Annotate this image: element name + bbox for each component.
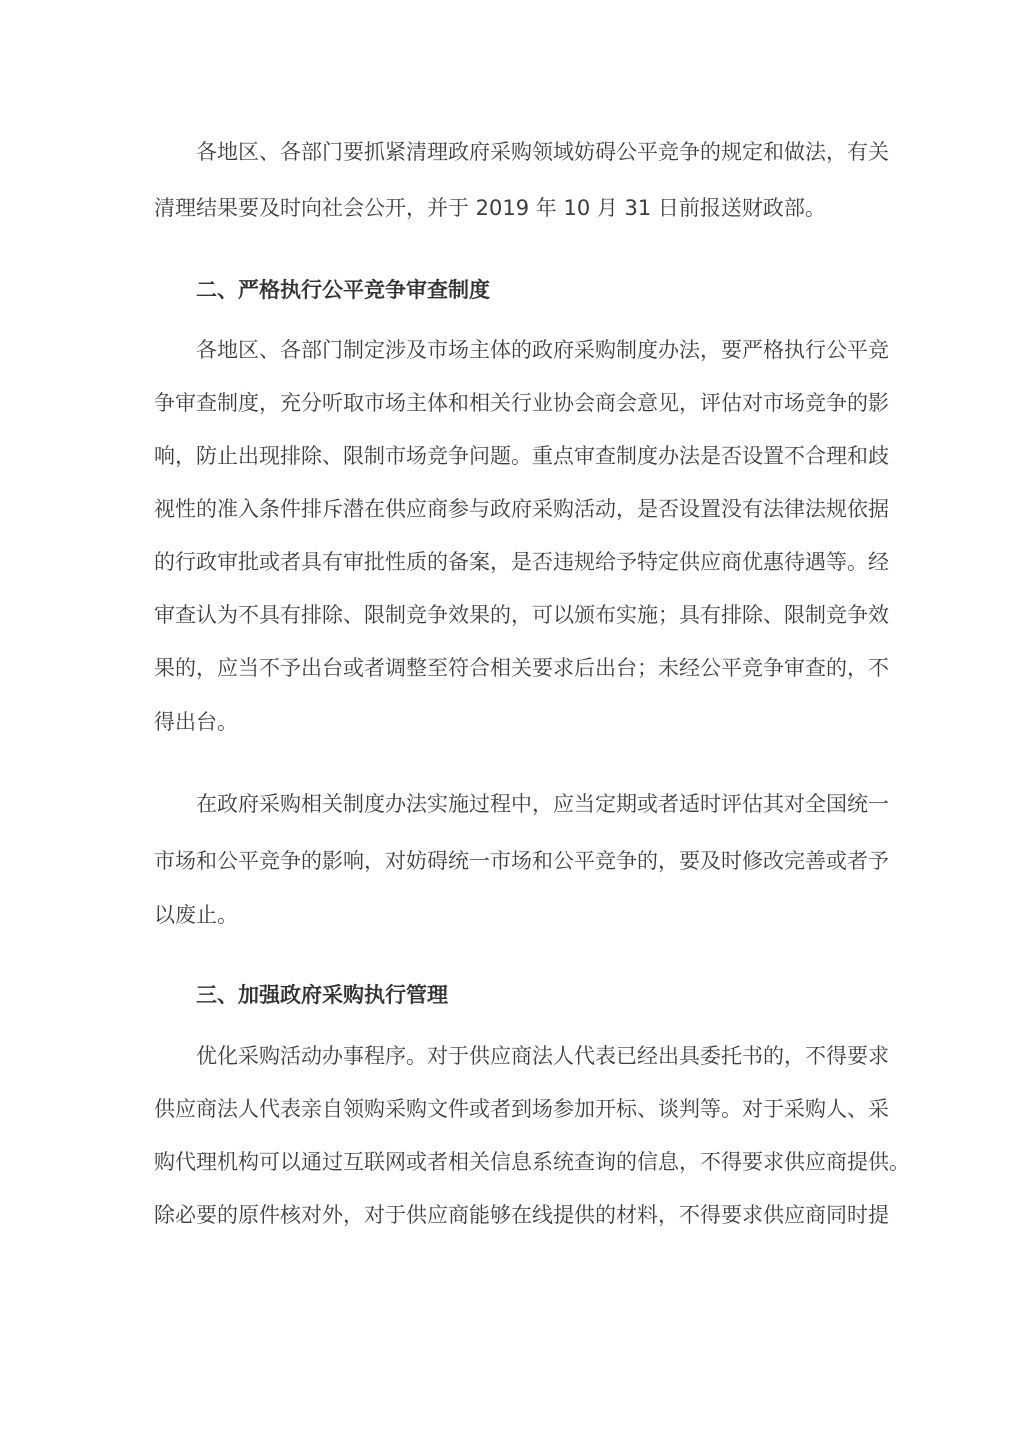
paragraph-3-line-1: 在政府采购相关制度办法实施过程中，应当定期或者适时评估其对全国统一 — [196, 792, 889, 816]
paragraph-4-line-4: 除必要的原件核对外，对于供应商能够在线提供的材料，不得要求供应商同时提 — [154, 1203, 889, 1227]
paragraph-4-line-2: 供应商法人代表亲自领购采购文件或者到场参加开标、谈判等。对于采购人、采 — [154, 1097, 889, 1121]
paragraph-2-line-3: 响，防止出现排除、限制市场竞争问题。重点审查制度办法是否设置不合理和歧 — [154, 444, 889, 468]
section-heading-2: 二、严格执行公平竞争审查制度 — [196, 278, 490, 302]
paragraph-1-line-2: 清理结果要及时向社会公开，并于 2019 年 10 月 31 日前报送财政部。 — [154, 196, 826, 220]
paragraph-2-line-6: 审查认为不具有排除、限制竞争效果的，可以颁布实施；具有排除、限制竞争效 — [154, 603, 889, 627]
paragraph-1-line-1: 各地区、各部门要抓紧清理政府采购领域妨碍公平竞争的规定和做法，有关 — [196, 140, 889, 164]
paragraph-2-line-4: 视性的准入条件排斥潜在供应商参与政府采购活动，是否设置没有法律法规依据 — [154, 497, 889, 521]
paragraph-2-line-2: 争审查制度，充分听取市场主体和相关行业协会商会意见，评估对市场竞争的影 — [154, 391, 889, 415]
section-heading-3: 三、加强政府采购执行管理 — [196, 983, 448, 1007]
paragraph-4-line-3: 购代理机构可以通过互联网或者相关信息系统查询的信息，不得要求供应商提供。 — [154, 1150, 910, 1174]
paragraph-2-line-5: 的行政审批或者具有审批性质的备案，是否违规给予特定供应商优惠待遇等。经 — [154, 550, 889, 574]
paragraph-2-line-7: 果的，应当不予出台或者调整至符合相关要求后出台；未经公平竞争审查的，不 — [154, 656, 889, 680]
paragraph-2-line-1: 各地区、各部门制定涉及市场主体的政府采购制度办法，要严格执行公平竞 — [196, 338, 889, 362]
paragraph-4-line-1: 优化采购活动办事程序。对于供应商法人代表已经出具委托书的，不得要求 — [196, 1044, 889, 1068]
paragraph-3-line-3: 以废止。 — [154, 903, 238, 927]
paragraph-2-line-8: 得出台。 — [154, 710, 238, 734]
paragraph-3-line-2: 市场和公平竞争的影响，对妨碍统一市场和公平竞争的，要及时修改完善或者予 — [154, 849, 889, 873]
